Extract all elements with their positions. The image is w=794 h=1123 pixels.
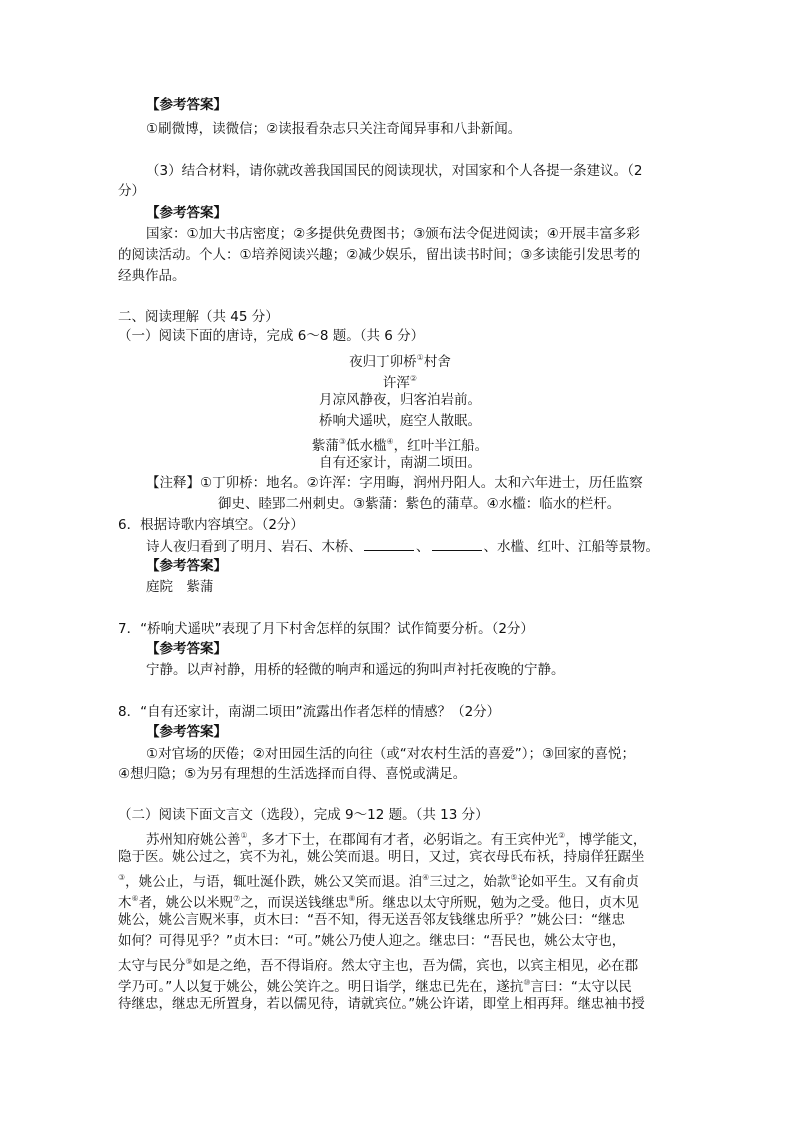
question-6-stem: 6．根据诗歌内容填空。（2分）	[118, 517, 304, 533]
passage-text: 之，而误送钱继忠	[240, 895, 349, 911]
poem-notes-line1: 【注释】①丁卯桥：地名。②许浑：字用晦，润州丹阳人。太和六年进士，历任监察	[146, 475, 643, 491]
footnote-mark: ②	[558, 831, 566, 840]
footnote-mark: ⑦	[233, 894, 241, 903]
poem-author-note: ②	[409, 374, 418, 383]
poem-title-end: 村舍	[423, 354, 451, 370]
poem-line-3-c: ，红叶半江船。	[393, 438, 489, 454]
answer-label-q2: 【参考答案】	[146, 97, 227, 113]
passage-line-9: 待继忠，继忠无所置身，若以儒见待，请就宾位。”姚公许诺，即堂上相再拜。继忠袖书授	[118, 996, 645, 1012]
answer-text-q7: 宁静。以声衬静，用桥的轻微的响声和遥远的狗叫声衬托夜晚的宁静。	[146, 662, 565, 678]
passage-line-2: 隐于医。姚公过之，宾不为礼，姚公笑而退。明日，又过，宾衣母氏布袄，持扇佯狂踞坐	[118, 849, 645, 865]
question-3-line2: 分）	[118, 183, 145, 199]
passage-text: ，博学能文，	[565, 832, 647, 848]
passage-text: 论如平生。又有俞贞	[517, 874, 640, 890]
passage-line-5: 姚公，姚公言贶米事，贞木曰：“吾不知，得无送吾邻友钱继忠所乎？”姚公曰：“继忠	[118, 912, 625, 928]
passage-text: 所。继忠以太守所贶，勉为之受。他日，贞木见	[355, 895, 640, 911]
poem-notes-line2: 御史、睦郢二州刺史。③紫蒲：紫色的蒲草。④水槛：临水的栏杆。	[218, 496, 621, 512]
question-6-fill	[146, 537, 659, 557]
passage-text: ，姚公止，与语，辄吐涎仆跌，姚公又笑而退。洎	[125, 874, 423, 890]
answer-label-q7: 【参考答案】	[146, 641, 227, 657]
fill-blank-2[interactable]	[432, 538, 482, 551]
answer-label-q3: 【参考答案】	[146, 205, 227, 221]
question-7-stem: 7．“桥响犬遥吠”表现了月下村舍怎样的氛围？试作简要分析。（2分）	[118, 621, 534, 637]
answer-text-q3-line3: 经典作品。	[118, 268, 186, 284]
footnote-mark: ⑨	[185, 957, 193, 966]
poem-line-4: 自有还家计，南湖二顷田。	[319, 455, 481, 471]
footnote-mark: ④	[422, 873, 430, 882]
answer-text-q3-line2: 的阅读活动。个人：①培养阅读兴趣；②减少娱乐，留出读书时间；③多读能引发思考的	[118, 247, 641, 263]
poem-line-3-a: 紫蒲	[311, 438, 339, 454]
passage-text: 言曰：“太守以民	[530, 979, 632, 995]
passage-text: 如是之绝，吾不得诣府。然太守主也，吾为儒，宾也，以宾主相见，必在郡	[192, 958, 639, 974]
question-6-fill-b: 、水槛、红叶、江船等景物。	[483, 539, 659, 555]
question-6-fill-sep: 、	[416, 539, 430, 555]
question-6-fill-a: 诗人夜归看到了明月、岩石、木桥、	[146, 539, 362, 555]
answer-label-q6: 【参考答案】	[146, 558, 227, 574]
section-2-title: 二、阅读理解（共 45 分）	[118, 309, 279, 325]
passage-text: 苏州知府姚公善	[146, 832, 241, 848]
part-2-intro: （二）阅读下面文言文（选段），完成 9～12 题。（共 13 分）	[118, 807, 489, 823]
poem-title-note: ①	[416, 353, 424, 362]
passage-text: ，多才下士，在郡闻有才者，必躬诣之。有王宾仲光	[247, 832, 559, 848]
passage-line-6: 如何？可得见乎？”贞木曰：“可。”姚公乃使人迎之。继忠曰：“吾民也，姚公太守也，	[118, 933, 626, 949]
footnote-mark: ①	[240, 831, 248, 840]
question-8-stem: 8．“自有还家计，南湖二顷田”流露出作者怎样的情感？（2分）	[118, 704, 501, 720]
answer-text-q8-line2: ④想归隐；⑤为另有理想的生活选择而自得、喜悦或满足。	[118, 766, 467, 782]
poem-line-2: 桥响犬遥吠，庭空人散眠。	[319, 413, 481, 429]
footnote-mark: ⑩	[523, 978, 531, 987]
answer-text-q2: ①刷微博，读微信；②读报看杂志只关注奇闻异事和八卦新闻。	[146, 121, 522, 137]
part-1-intro: （一）阅读下面的唐诗，完成 6～8 题。（共 6 分）	[118, 328, 425, 344]
fill-blank-1[interactable]	[364, 538, 414, 551]
passage-text: 者，姚公以米贶	[138, 895, 234, 911]
answer-label-q8: 【参考答案】	[146, 724, 227, 740]
footnote-mark: ③	[118, 873, 126, 882]
footnote-mark: ⑧	[348, 894, 356, 903]
poem-author-text: 许浑	[382, 375, 410, 391]
passage-text: 木	[118, 895, 132, 911]
passage-text: 学乃可。”人以复于姚公，姚公笑许之。明日诣学，继忠已先在，遂抗	[118, 979, 524, 995]
poem-line-3-b: 低水槛	[346, 438, 387, 454]
question-3-line1: （3）结合材料，请你就改善我国国民的阅读现状，对国家和个人各提一条建议。（2	[146, 163, 643, 179]
answer-text-q6: 庭院 紫蒲	[146, 579, 214, 595]
answer-text-q3-line1: 国家：①加大书店密度；②多提供免费图书；③颁布法令促进阅读；④开展丰富多彩	[146, 226, 640, 242]
poem-line-1: 月凉风静夜，归客泊岩前。	[319, 392, 481, 408]
footnote-mark: ⑤	[510, 873, 518, 882]
poem-title-text: 夜归丁卯桥	[349, 354, 417, 370]
poem-line-3-note-2: ④	[386, 437, 394, 446]
footnote-mark: ⑥	[131, 894, 139, 903]
answer-text-q8-line1: ①对官场的厌倦；②对田园生活的向往（或“对农村生活的喜爱”）；③回家的喜悦；	[146, 746, 636, 762]
passage-text: 太守与民分	[118, 958, 186, 974]
passage-text: 三过之，始款	[429, 874, 511, 890]
poem-line-3-note-1: ③	[338, 437, 346, 446]
